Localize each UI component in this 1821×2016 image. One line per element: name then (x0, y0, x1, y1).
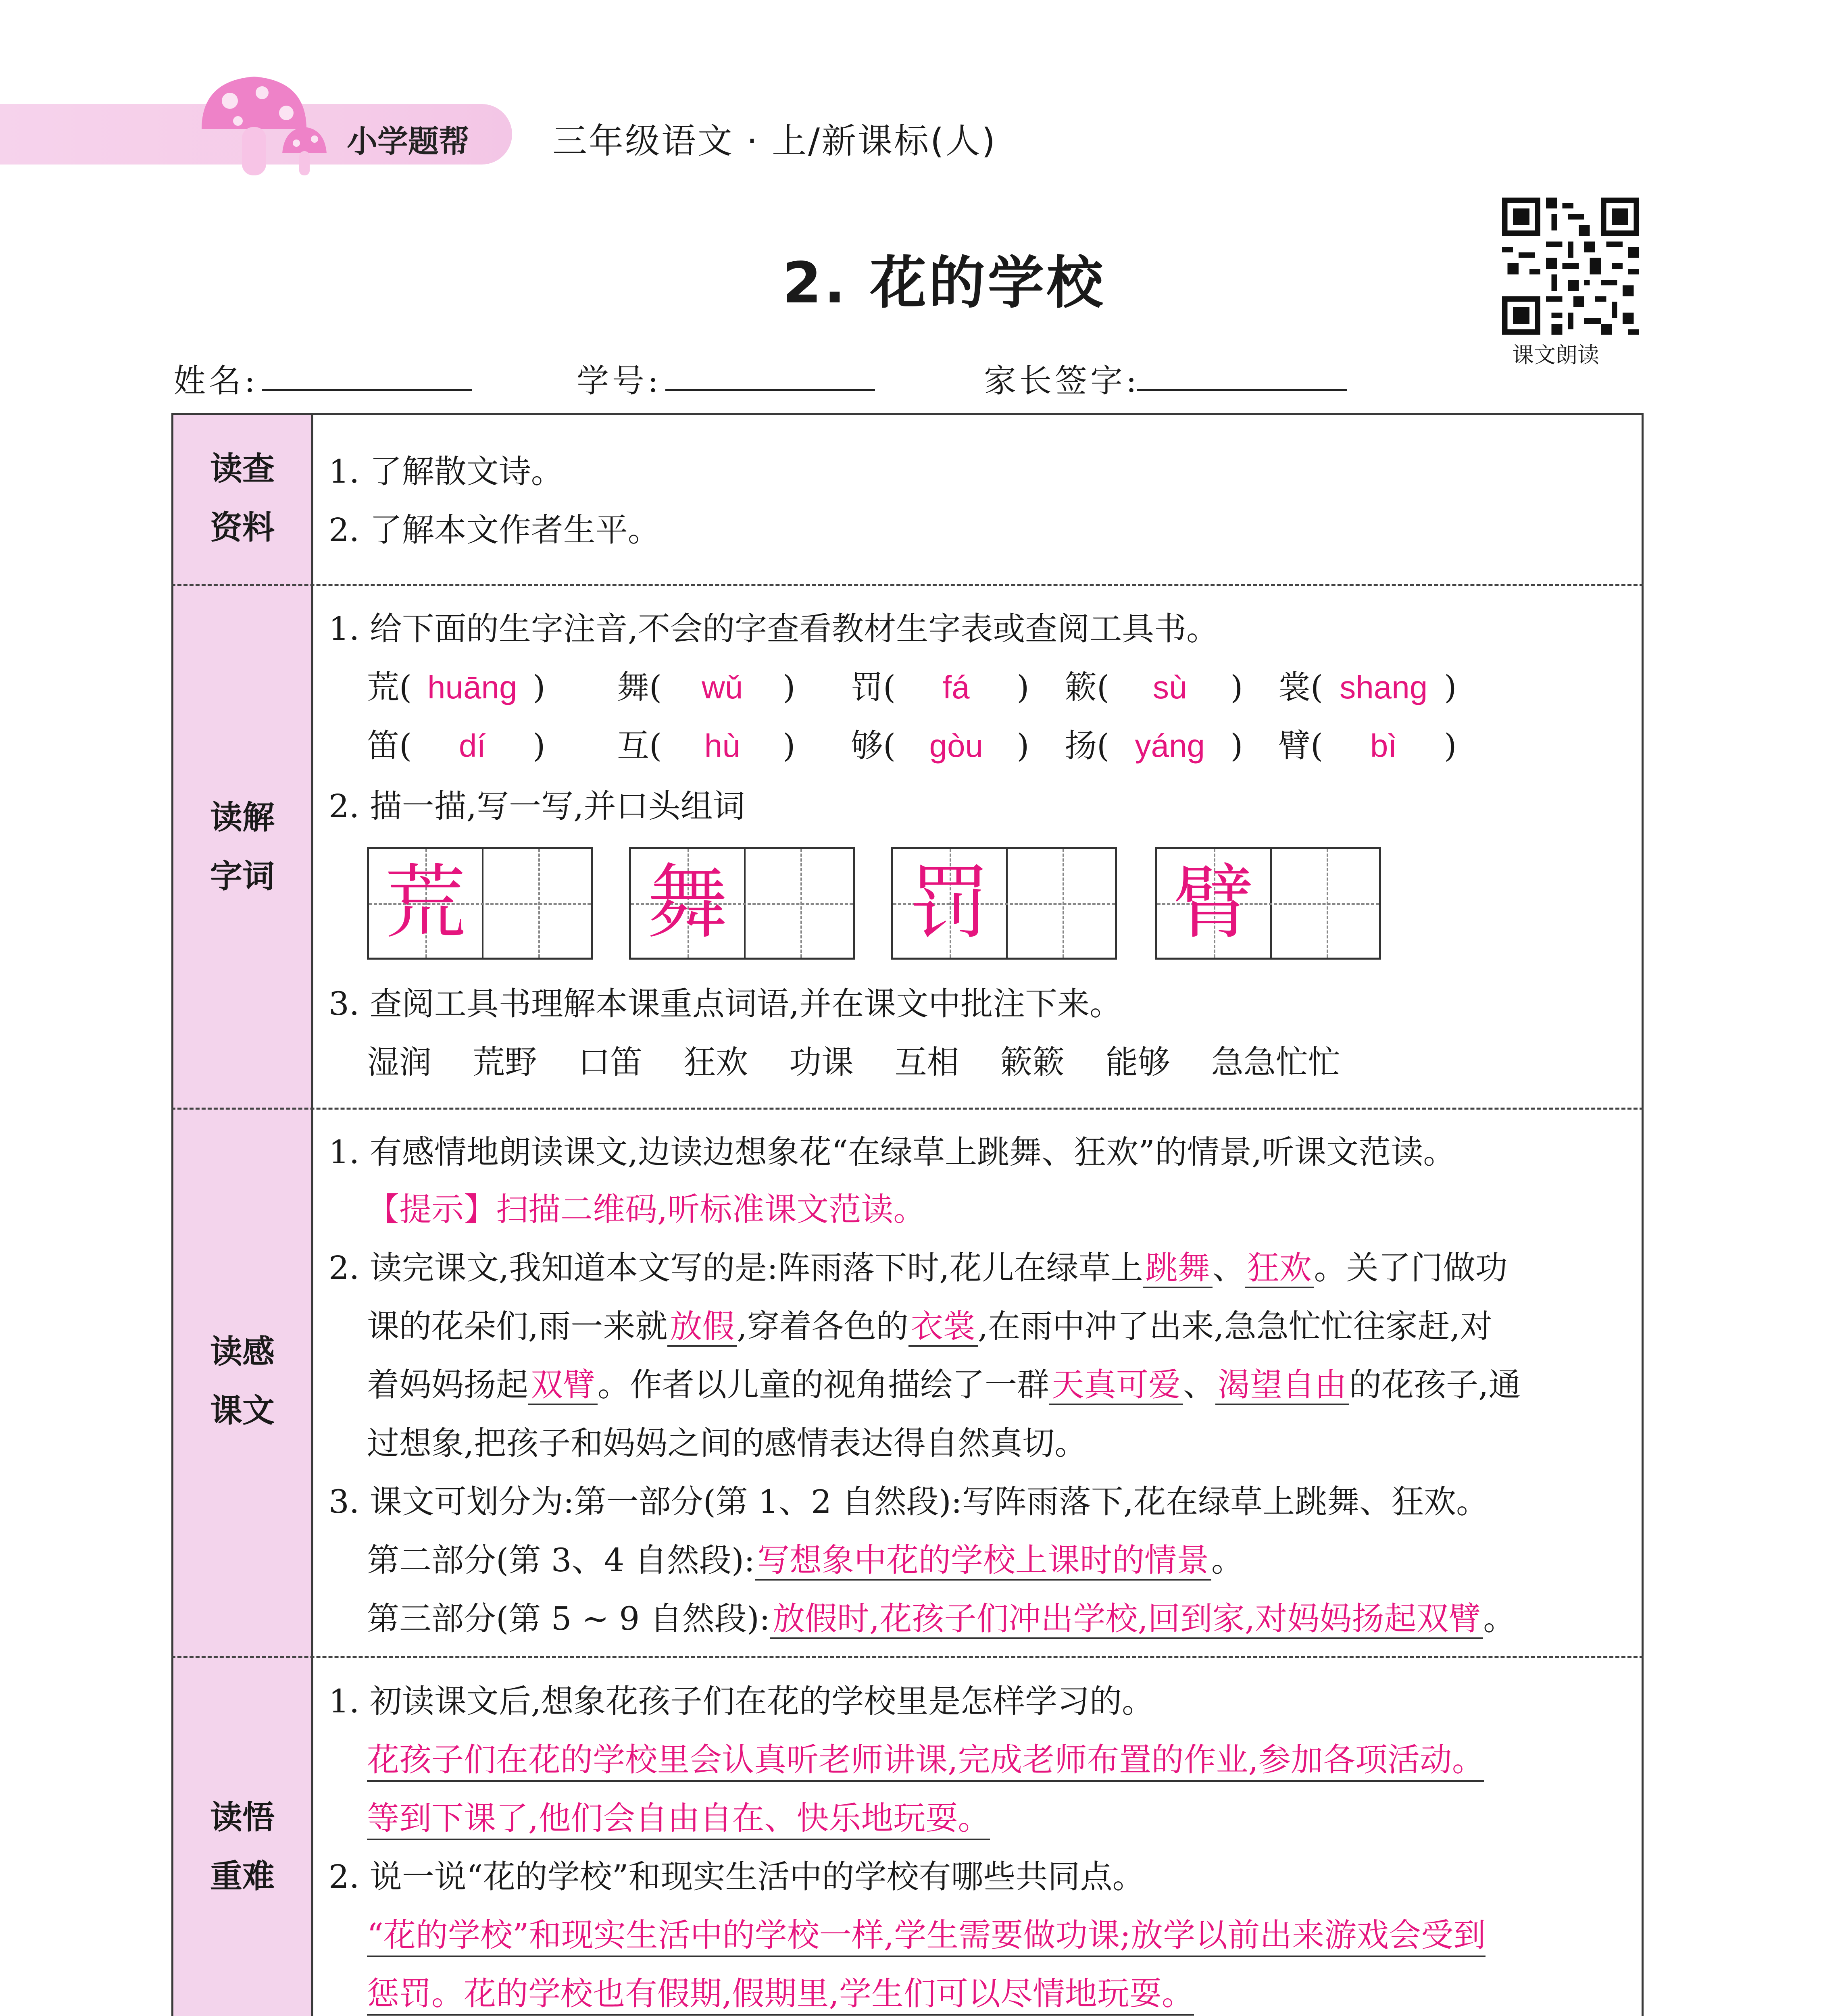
answer-blank: 双臂 (528, 1366, 598, 1405)
pinyin-item: 互( hù ) (617, 727, 796, 764)
parent-signature-field[interactable] (1137, 389, 1347, 391)
vocabulary-word: 荒野 (472, 1043, 537, 1081)
answer-text: 花孩子们在花的学校里会认真听老师讲课,完成老师布置的作业,参加各项活动。 (367, 1740, 1484, 1782)
answer-line: 第三部分(第 5 ~ 9 自然段):放假时,花孩子们冲出学校,回到家,对妈妈扬起双臂。 (367, 1599, 1515, 1639)
answer-blank: 狂欢 (1245, 1249, 1314, 1288)
vocabulary-word: 狂欢 (683, 1043, 748, 1081)
answer-blank: 跳舞 (1143, 1249, 1213, 1288)
pinyin-item: 舞( wǔ ) (617, 669, 796, 706)
vocabulary-word: 湿润 (367, 1043, 431, 1081)
vocabulary-word: 簌簌 (1000, 1043, 1065, 1081)
parent-signature-label: 家长签字: (984, 362, 1140, 400)
answer-line: 第二部分(第 3、4 自然段):写想象中花的学校上课时的情景。 (367, 1540, 1244, 1581)
pinyin-item: 裳( shang ) (1278, 669, 1457, 706)
grid-character: 罚 (909, 856, 990, 950)
question-text: 1. 给下面的生字注音,不会的字查看教材生字表或查阅工具书。 (329, 610, 1219, 648)
answer-line: 3. 课文可划分为:第一部分(第 1、2 自然段):写阵雨落下,花在绿草上跳舞、狂欢。 (329, 1483, 1489, 1520)
list-item: 1. 了解散文诗。 (329, 453, 563, 490)
answer-blank: 放假时,花孩子们冲出学校,回到家,对妈妈扬起双臂 (770, 1600, 1483, 1639)
vocabulary-word: 功课 (789, 1043, 854, 1081)
grid-character: 臂 (1173, 856, 1254, 950)
pinyin-item: 荒( huāng ) (367, 669, 546, 706)
question-text: 3. 查阅工具书理解本课重点词语,并在课文中批注下来。 (329, 985, 1122, 1023)
mushroom-logo-icon (194, 69, 331, 185)
page-title: 2. 花的学校 (782, 250, 1106, 316)
number-field[interactable] (665, 389, 875, 391)
answer-line: 着妈妈扬起双臂。作者以儿童的视角描绘了一群天真可爱、渴望自由的花孩子,通 (367, 1365, 1521, 1405)
answer-blank: 放假 (667, 1308, 737, 1347)
row-separator (171, 584, 1644, 586)
name-field[interactable] (262, 389, 472, 391)
row-separator (171, 1108, 1644, 1110)
question-text: 1. 初读课文后,想象花孩子们在花的学校里是怎样学习的。 (329, 1683, 1154, 1720)
vocabulary-word: 口笛 (578, 1043, 643, 1081)
qr-caption: 课文朗读 (1512, 342, 1599, 368)
section-label-reference: 读查 资料 (210, 450, 275, 546)
writing-grid[interactable] (367, 847, 593, 960)
grid-character: 荒 (385, 856, 466, 950)
book-title: 三年级语文 · 上∕新课标(人) (552, 121, 997, 161)
grid-character: 舞 (647, 856, 728, 950)
writing-grid[interactable] (629, 847, 855, 960)
answer-line: 2. 读完课文,我知道本文写的是:阵雨落下时,花儿在绿草上跳舞、狂欢。关了门做功 (329, 1248, 1508, 1288)
pinyin-item: 臂( bì ) (1278, 727, 1457, 764)
answer-text: 等到下课了,他们会自由自在、快乐地玩耍。 (367, 1798, 990, 1840)
section-label-vocabulary: 读解 字词 (210, 799, 275, 895)
answer-blank: 写想象中花的学校上课时的情景 (755, 1541, 1211, 1581)
pinyin-item: 簌( sù ) (1065, 669, 1243, 706)
answer-blank: 渴望自由 (1215, 1366, 1349, 1405)
question-text: 1. 有感情地朗读课文,边读边想象花“在绿草上跳舞、狂欢”的情景,听课文范读。 (329, 1133, 1456, 1171)
hint-text: 【提示】扫描二维码,听标准课文范读。 (367, 1191, 926, 1228)
pinyin-item: 罚( fá ) (851, 669, 1029, 706)
list-item: 2. 了解本文作者生平。 (329, 511, 660, 549)
vocabulary-list (367, 1042, 1340, 1083)
answer-blank: 天真可爱 (1049, 1366, 1183, 1405)
pinyin-item: 笛( dí ) (367, 727, 546, 764)
section-label-reading: 读感 课文 (210, 1333, 275, 1429)
row-separator (171, 1656, 1644, 1658)
answer-text: 惩罚。花的学校也有假期,假期里,学生们可以尽情地玩耍。 (367, 1974, 1194, 2016)
pinyin-item: 扬( yáng ) (1065, 727, 1243, 764)
answer-line: 过想象,把孩子和妈妈之间的感情表达得自然真切。 (367, 1425, 1087, 1462)
section-label-key-points: 读悟 重难 (210, 1799, 275, 1895)
answer-text: “花的学校”和现实生活中的学校一样,学生需要做功课;放学以前出来游戏会受到 (367, 1915, 1486, 1957)
vocabulary-word: 能够 (1106, 1043, 1171, 1081)
answer-line: 课的花朵们,雨一来就放假,穿着各色的衣裳,在雨中冲了出来,急急忙忙往家赶,对 (367, 1306, 1492, 1347)
writing-grid[interactable] (1155, 847, 1381, 960)
number-label: 学号: (577, 362, 662, 400)
qr-code-icon[interactable] (1502, 198, 1639, 335)
answer-blank: 衣裳 (908, 1308, 978, 1347)
vocabulary-word: 互相 (894, 1043, 959, 1081)
pinyin-item: 够( gòu ) (851, 727, 1029, 764)
name-label: 姓名: (173, 362, 258, 400)
question-text: 2. 说一说“花的学校”和现实生活中的学校有哪些共同点。 (329, 1858, 1145, 1895)
question-text: 2. 描一描,写一写,并口头组词 (329, 787, 745, 825)
writing-grid[interactable] (891, 847, 1117, 960)
vocabulary-word: 急急忙忙 (1211, 1043, 1340, 1081)
series-title: 小学题帮 (347, 123, 469, 159)
